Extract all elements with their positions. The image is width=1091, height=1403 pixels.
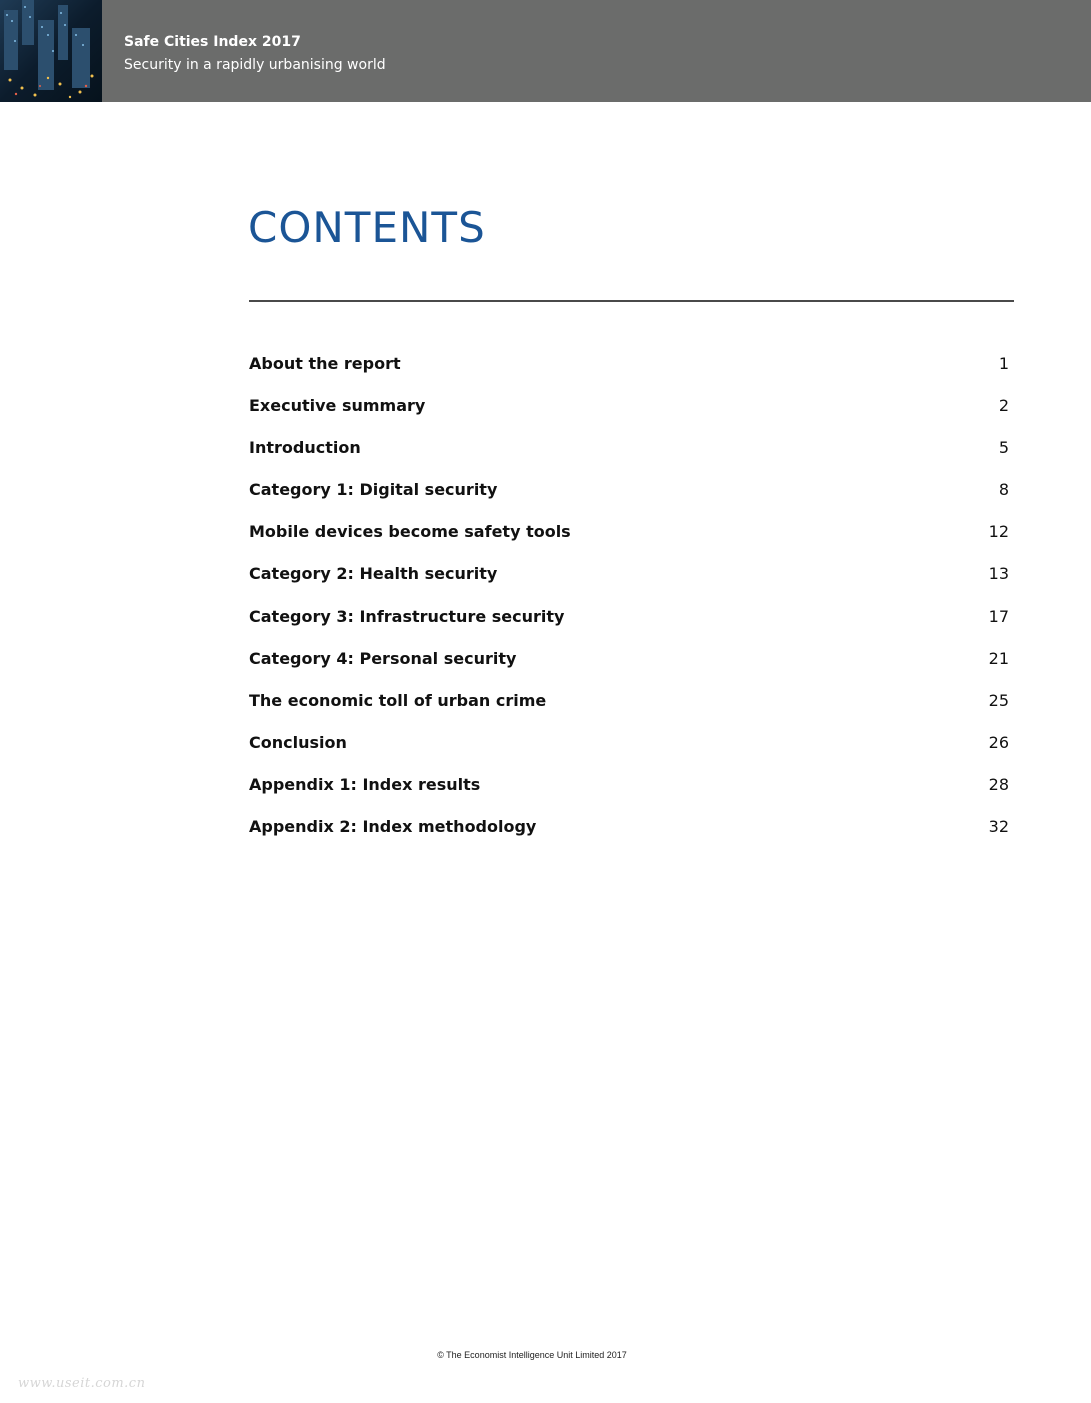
toc-entry-title[interactable]: Appendix 2: Index methodology (249, 817, 537, 837)
toc-entry-title[interactable]: About the report (249, 354, 401, 373)
toc-page-number: 17 (988, 606, 1009, 626)
city-night-thumbnail (0, 0, 102, 102)
toc-page-number: 32 (988, 817, 1009, 837)
toc-entry-title[interactable]: The economic toll of urban crime (249, 690, 547, 710)
toc-page-number: 2 (998, 396, 1009, 416)
copyright-footer: © The Economist Intelligence Unit Limited 2017 (437, 1350, 627, 1360)
toc-page-number: 25 (988, 690, 1009, 710)
city-night-image (0, 0, 102, 102)
toc-row[interactable] (249, 555, 1009, 597)
toc-entry-title[interactable]: Category 4: Personal security (249, 648, 517, 668)
toc-entry-title[interactable]: Executive summary (249, 396, 426, 416)
toc-entry-title[interactable]: Appendix 1: Index results (249, 774, 481, 794)
toc-page-number: 21 (988, 648, 1009, 668)
toc-row[interactable] (249, 766, 1009, 808)
toc-row[interactable] (249, 808, 1009, 850)
toc-entry-title[interactable]: Mobile devices become safety tools (249, 522, 571, 542)
report-subtitle: Security in a rapidly urbanising world (124, 57, 386, 73)
toc-entry-title[interactable]: Category 1: Digital security (249, 480, 498, 500)
table-of-contents (249, 345, 1009, 850)
header-bar (0, 0, 1091, 102)
toc-row[interactable] (249, 429, 1009, 471)
toc-row[interactable] (249, 682, 1009, 724)
toc-row[interactable] (249, 598, 1009, 640)
watermark-text: www.useit.com.cn (18, 1376, 146, 1391)
toc-entry-title[interactable]: Introduction (249, 438, 361, 458)
toc-page-number: 12 (988, 522, 1009, 542)
toc-page-number: 5 (998, 438, 1009, 458)
toc-entry-title[interactable]: Category 3: Infrastructure security (249, 606, 565, 626)
toc-page-number: 8 (998, 480, 1009, 500)
heading-divider (249, 300, 1014, 302)
toc-row[interactable] (249, 471, 1009, 513)
toc-entry-title[interactable]: Conclusion (249, 732, 347, 752)
toc-page-number: 1 (998, 354, 1009, 373)
toc-row[interactable] (249, 724, 1009, 766)
toc-row[interactable] (249, 345, 1009, 387)
toc-row[interactable] (249, 640, 1009, 682)
toc-page-number: 26 (988, 732, 1009, 752)
report-title: Safe Cities Index 2017 (124, 34, 301, 50)
toc-row[interactable] (249, 513, 1009, 555)
toc-entry-title[interactable]: Category 2: Health security (249, 564, 498, 584)
toc-page-number: 28 (988, 774, 1009, 794)
contents-heading: CONTENTS (248, 203, 486, 252)
toc-page-number: 13 (988, 564, 1009, 584)
toc-row[interactable] (249, 387, 1009, 429)
